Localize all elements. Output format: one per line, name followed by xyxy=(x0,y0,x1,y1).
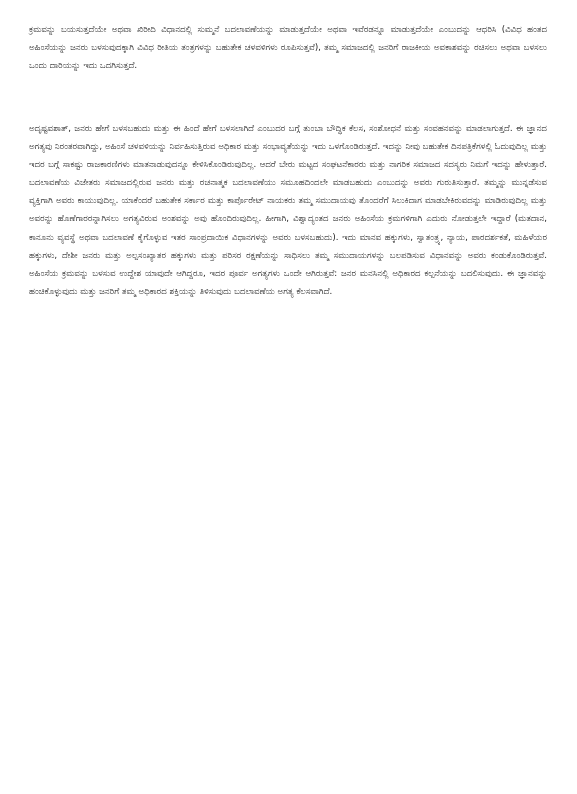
body-paragraph-2: ಅದೃಷ್ಟವಶಾತ್, ಜನರು ಹೇಗೆ ಬಳಸಬಹುದು ಮತ್ತು ಈ ಹಿಂದೆ ಹೇಗೆ ಬಳಸಲಾಗಿದೆ ಎಂಬುದರ ಬಗ್ಗೆ ತುಂಬಾ ಬೌದ್ಧಿಕ ಕೆಲಸ, ಸಂಶೋಧನೆ ಮತ್ತು ಸಂವಹನವನ್ನು ಮಾಡಲಾಗುತ್ತದೆ. ಈ ಜ್ಞಾನದ ಅಗತ್ಯವು ನಿರಂತರವಾಗಿದ್ದು, ಅಹಿಂಸೆ ಚಳವಳಿಯನ್ನು ನಿರ್ವಹಿಸುತ್ತಿರುವ ಅಧಿಕಾರ ಮತ್ತು ಸಂಭಾವ್ಯತೆಯನ್ನು ಇದು ಒಳಗೊಂಡಿರುತ್ತದೆ. ಇದನ್ನು ನೀವು ಬಹುತೇಕ ದಿನಪತ್ರಿಕೆಗಳಲ್ಲಿ ಓದುವುದಿಲ್ಲ ಮತ್ತು ಇದರ ಬಗ್ಗೆ ಸಾಕಷ್ಟು ರಾಜಕಾರಣಿಗಳು ಮಾತನಾಡುವುದನ್ನೂ ಕೇಳಿಸಿಕೊಂಡಿರುವುದಿಲ್ಲ. ಆದರೆ ಬೇರು ಮಟ್ಟದ ಸಂಘಟನೆಕಾರರು ಮತ್ತು ನಾಗರಿಕ ಸಮಾಜದ ಸದಸ್ಯರು ನಿಮಗೆ ಇದನ್ನು ಹೇಳುತ್ತಾರೆ. ಬದಲಾವಣೆಯ ವಿಜೇತರು ಸಮಾಜದಲ್ಲಿರುವ ಜನರು ಮತ್ತು ರಚನಾತ್ಮಕ ಬದಲಾವಣೆಯು ಸಮೂಹದಿಂದಲೇ ಮಾಡಬಹುದು ಎಂಬುದನ್ನು ಅವರು ಗುರುತಿಸುತ್ತಾರೆ. ತಮ್ಮನ್ನು ಮುನ್ನಡೆಸುವ ವ್ಯಕ್ತಿಗಾಗಿ ಅವರು ಕಾಯುವುದಿಲ್ಲ. ಯಾಕೆಂದರೆ ಬಹುತೇಕ ಸರ್ಕಾರ ಮತ್ತು ಕಾರ್ಪೊರೇಟ್ ನಾಯಕರು ತಮ್ಮ ಸಮುದಾಯವು ತೊಂದರೆಗೆ ಸಿಲುಕಿದಾಗ ಮಾಡಬೇಕಿರುವದನ್ನು ಮಾಡಿರುವುದಿಲ್ಲ ಮತ್ತು ಅವರನ್ನು ಹೊಣೆಗಾರರನ್ನಾಗಿಸಲು ಅಗತ್ಯವಿರುವ ಅಂಶವನ್ನು ಅವು ಹೊಂದಿರುವುದಿಲ್ಲ. ಹೀಗಾಗಿ, ವಿಶ್ವಾದ್ಯಂತದ ಜನರು ಅಹಿಂಸೆಯ ಕ್ರಮಗಳಿಗಾಗಿ ಎದುರು ನೋಡುತ್ತಲೇ ಇದ್ದಾರೆ (ಮತದಾನ, ಕಾನೂನು ವ್ಯವಸ್ಥೆ ಅಥವಾ ಬದಲಾವಣೆ ಕೈಗೊಳ್ಳುವ ಇತರ ಸಾಂಪ್ರದಾಯಿಕ ವಿಧಾನಗಳನ್ನು ಅವರು ಬಳಸಬಹುದು). ಇದು ಮಾನವ ಹಕ್ಕುಗಳು, ಸ್ವಾತಂತ್ರ್ಯ, ನ್ಯಾಯ, ಪಾರದರ್ಶಕತೆ, ಮಹಿಳೆಯರ ಹಕ್ಕುಗಳು, ದೇಶೀ ಜನರು ಮತ್ತು ಅಲ್ಪಸಂಖ್ಯಾತರ ಹಕ್ಕುಗಳು ಮತ್ತು ಪರಿಸರ ರಕ್ಷಣೆಯನ್ನು ಸಾಧಿಸಲು ತಮ್ಮ ಸಮುದಾಯಗಳನ್ನು ಬಲಪಡಿಸುವ ವಿಧಾನವನ್ನು ಅವರು ಕಂಡುಕೊಂಡಿರುತ್ತವೆ. ಅಹಿಂಸೆಯ ಕ್ರಮವನ್ನು ಬಳಸುವ ಉದ್ದೇಶ ಯಾವುದೇ ಆಗಿದ್ದರೂ, ಇದರ ಪೂರ್ವ ಅಗತ್ಯಗಳು ಒಂದೇ ಆಗಿರುತ್ತವೆ: ಜನರ ಮನಸಿನಲ್ಲಿ ಅಧಿಕಾರದ ಕಲ್ಪನೆಯನ್ನು ಬದಲಿಸುವುದು. ಈ ಜ್ಞಾನವನ್ನು ಹಂಚಿಕೊಳ್ಳುವುದು ಮತ್ತು ಜನರಿಗೆ ತಮ್ಮ ಅಧಿಕಾರದ ಶಕ್ತಿಯನ್ನು ತಿಳಿಸುವುದು ಬದಲಾವಣೆಯ ಅಗತ್ಯ ಕೆಲಸವಾಗಿದೆ. xyxy=(29,124,547,297)
body-paragraph-1: ಕ್ರಮವನ್ನು ಬಯಸುತ್ತದೆಯೇ ಅಥವಾ ಖಿರೀದಿ ವಿಧಾನದಲ್ಲಿ ಸುಮ್ಮನೆ ಬದಲಾವಣೆಯನ್ನು ಮಾಡುತ್ತದೆಯೇ ಅಥವಾ ಇವೆರಡನ್ನೂ ಮಾಡುತ್ತದೆಯೇ ಎಂಬುದನ್ನು ಆಧರಿಸಿ (ವಿವಿಧ ಹಂತದ ಅಹಿಂಸೆಯನ್ನು ಜನರು ಬಳಸುವುದಕ್ಕಾಗಿ ವಿವಿಧ ರೀತಿಯ ತಂತ್ರಗಳನ್ನು ಬಹುತೇಕ ಚಳವಳಿಗಳು ರೂಪಿಸುತ್ತವೆ), ತಮ್ಮ ಸಮಾಜದಲ್ಲಿ ಜನರಿಗೆ ರಾಜಕೀಯ ಅವಕಾಶವನ್ನು ರಚಿಸಲು ಅಥವಾ ಬಳಸಲು ಒಂದು ದಾರಿಯನ್ನು ಇದು ಒದಗಿಸುತ್ತದೆ. xyxy=(29,25,547,72)
